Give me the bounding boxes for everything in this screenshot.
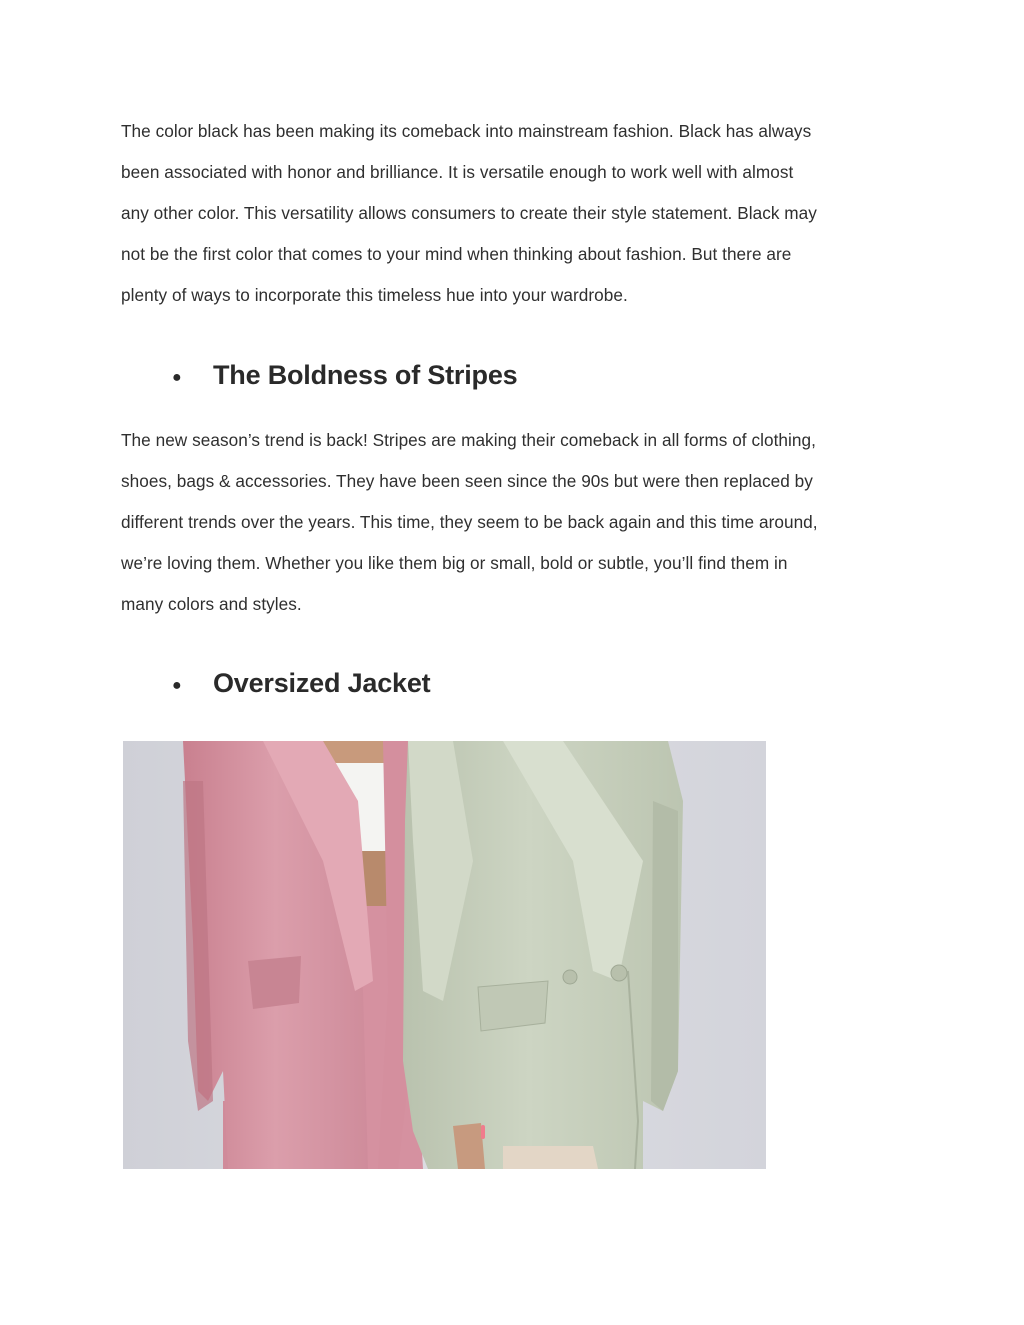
stripes-line: many colors and styles.	[121, 594, 302, 614]
intro-line: plenty of ways to incorporate this timeless hue into your wardrobe.	[121, 285, 628, 305]
bullet-icon: ●	[172, 369, 182, 386]
stripes-line: we’re loving them. Whether you like them big or small, bold or subtle, you’ll find them in	[121, 553, 788, 573]
intro-line: been associated with honor and brilliance. It is versatile enough to work well with almost	[121, 162, 794, 182]
heading-text: The Boldness of Stripes	[213, 359, 518, 390]
stripes-line: shoes, bags & accessories. They have been seen since the 90s but were then replaced by	[121, 471, 813, 491]
intro-paragraph	[121, 111, 911, 316]
heading-text: Oversized Jacket	[213, 667, 431, 698]
section-heading-oversized-jacket	[172, 663, 430, 703]
blazers-illustration	[123, 741, 766, 1169]
intro-line: The color black has been making its comeback into mainstream fashion. Black has always	[121, 121, 812, 141]
stripes-line: The new season’s trend is back! Stripes are making their comeback in all forms of clothing,	[121, 430, 816, 450]
stripes-line: different trends over the years. This time, they seem to be back again and this time around,	[121, 512, 818, 532]
bullet-icon: ●	[172, 677, 182, 694]
button-1	[563, 970, 577, 984]
sage-pocket	[478, 981, 548, 1031]
section-heading-stripes	[172, 355, 517, 395]
stripes-paragraph	[121, 420, 911, 625]
pink-pocket	[248, 956, 301, 1009]
button-2	[611, 965, 627, 981]
intro-line: not be the first color that comes to your mind when thinking about fashion. But there are	[121, 244, 792, 264]
intro-line: any other color. This versatility allows consumers to create their style statement. Black may	[121, 203, 817, 223]
hand	[453, 1123, 485, 1169]
oversized-jackets-photo	[123, 741, 766, 1169]
